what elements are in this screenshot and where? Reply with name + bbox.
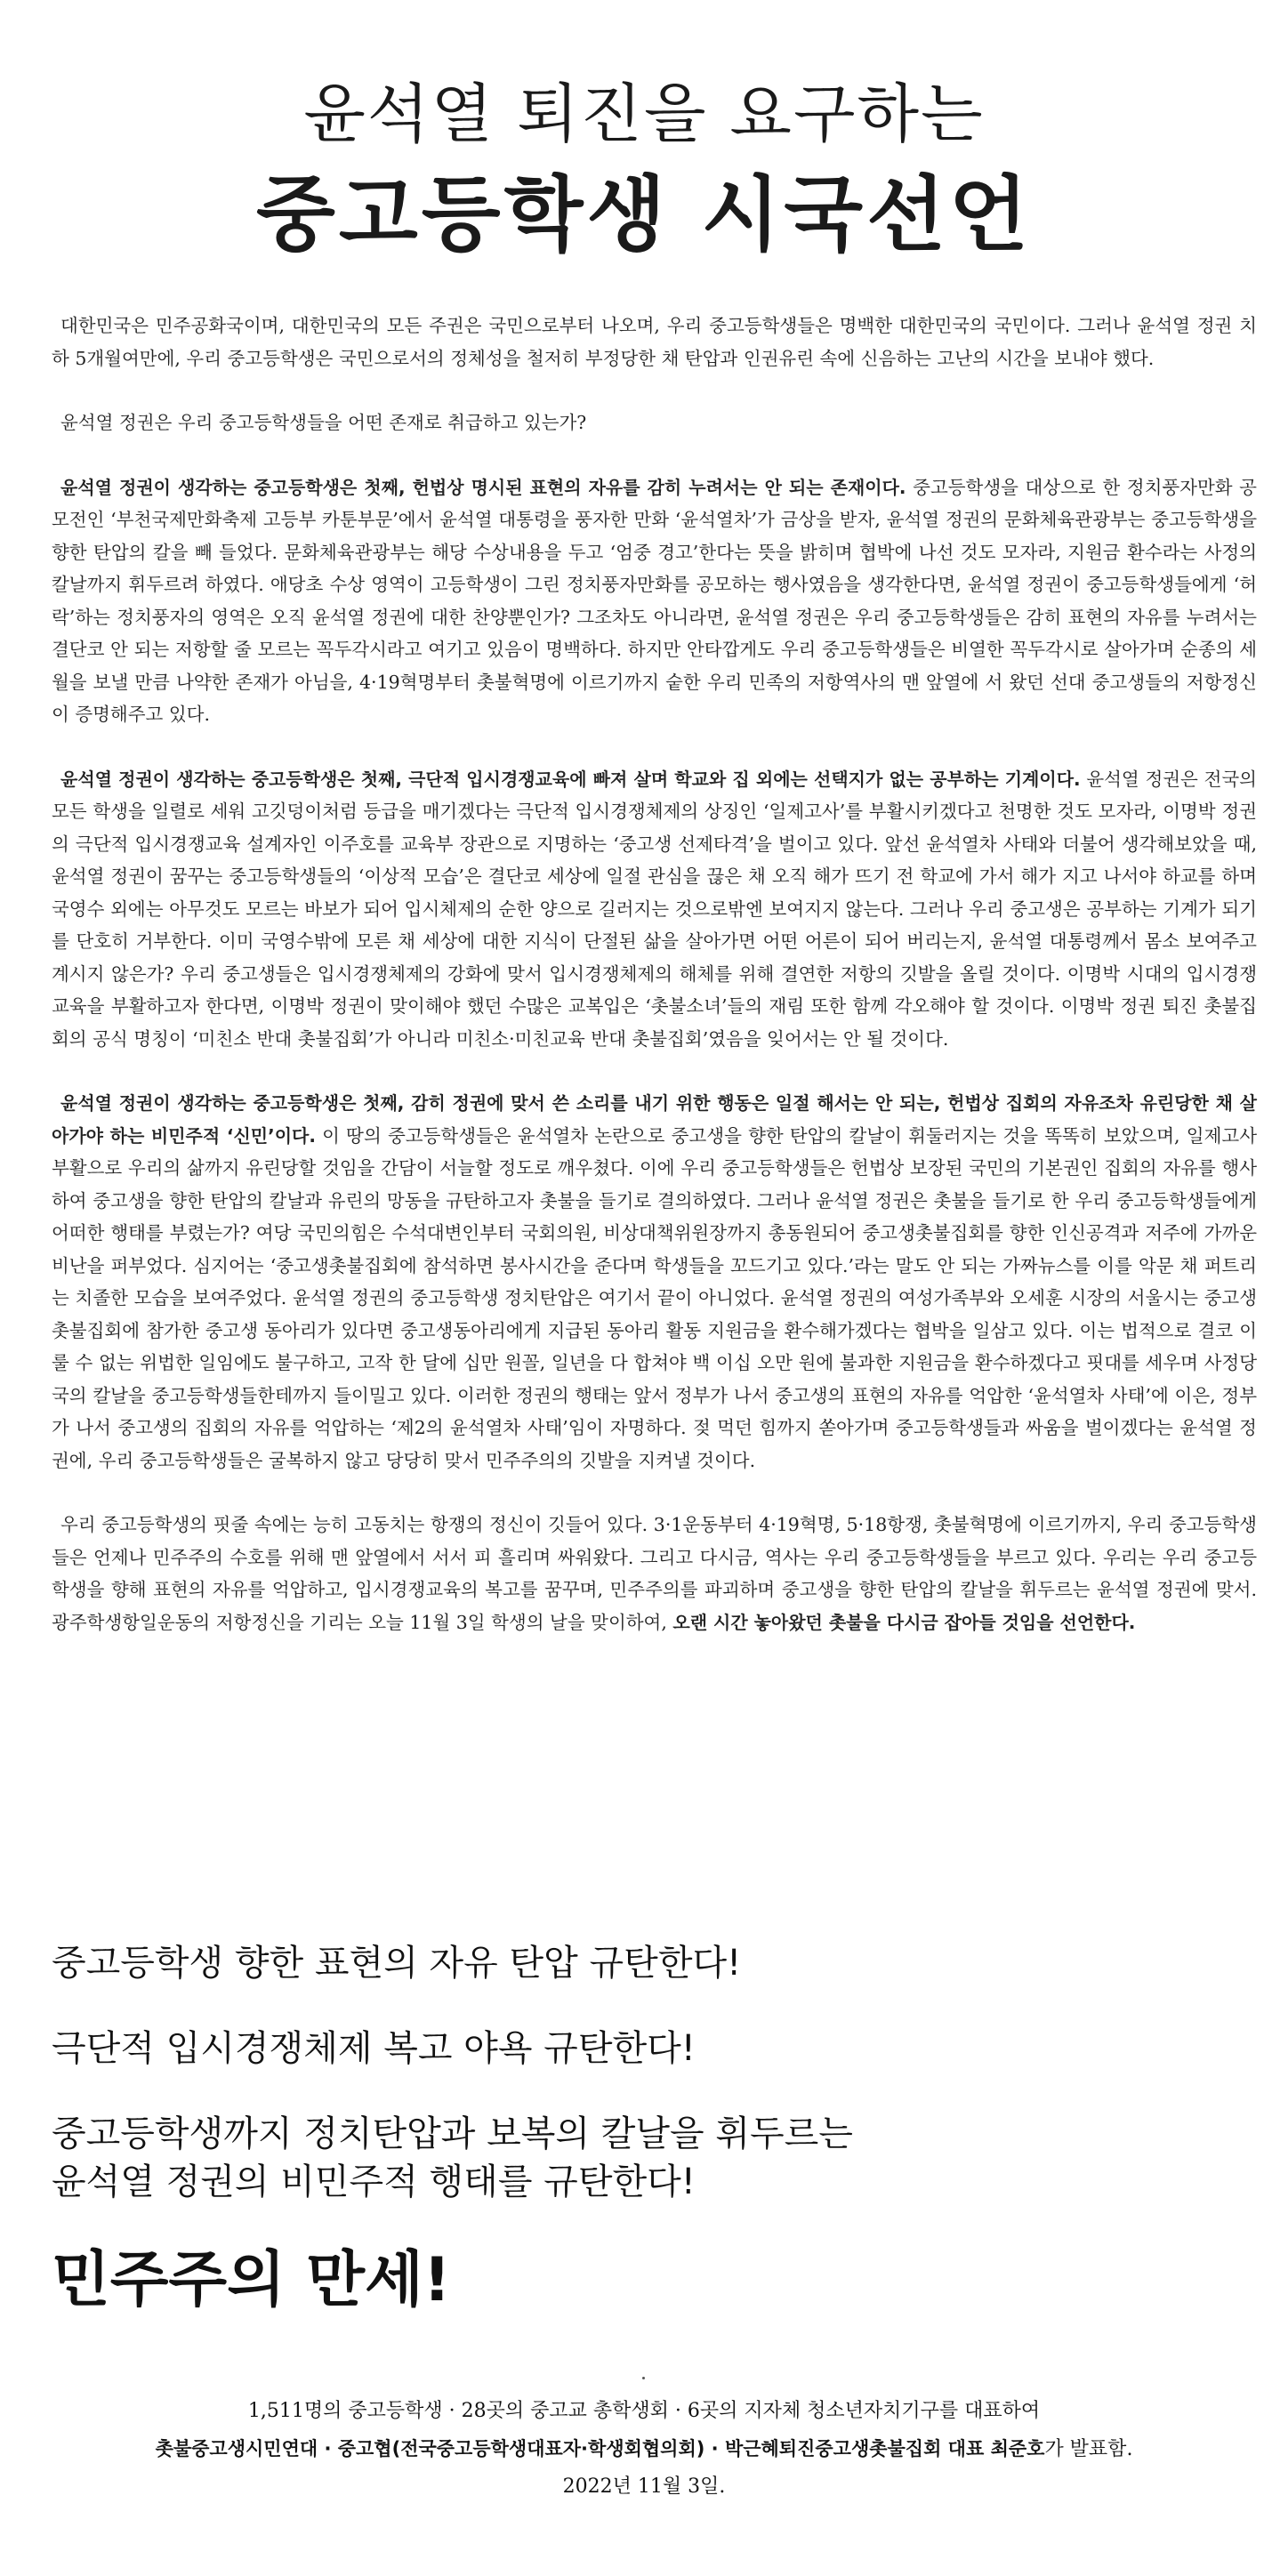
separator-dot: [642, 2377, 645, 2379]
slogan-expression: 중고등학생 향한 표현의 자유 탄압 규탄한다!: [52, 1943, 742, 1984]
signature-organizations: [0, 2430, 1288, 2468]
paragraph-text: 중고등학생을 대상으로 한 정치풍자만화 공모전인 ‘부천국제만화축제 고등부 카툰부문’에서 윤석열 대통령을 풍자한 만화 ‘윤석열차’가 금상을 받자, 윤석열 정권의 문화체육관광부는 중고등학생을 향한 탄압의 칼을 빼 들었다. 문화체육관광부는 해당 수상내용을 두고 ‘엄중 경고’한다는 뜻을 밝히며 협박에 나선 것도 모자라, 지원금 환수라는 사정의 칼날까지 휘두르려 하였다. 애당초 수상 영역이 고등학생이 그린 정치풍자만화를 공모하는 행사였음을 생각한다면, 윤석열 정권이 중고등학생들에게 ‘허락’하는 정치풍자의 영역은 오직 윤석열 정권에 대한 찬양뿐인가? 그조차도 아니라면, 윤석열 정권은 우리 중고등학생들은 감히 표현의 자유를 누려서는 결단코 안 되는 저항할 줄 모르는 꼭두각시라고 여기고 있음이 명백하다. 하지만 안타깝게도 우리 중고등학생들은 비열한 꼭두각시로 살아가며 순종의 세월을 보낼 만큼 나약한 존재가 아님을, 4·19혁명부터 촛불혁명에 이르기까지 숱한 우리 민족의 저항역사의 맨 앞열에 서 왔던 선대 중고생들의 저항정신이 증명해주고 있다.: [52, 476, 1257, 725]
signature-org-tail: 가 발표함.: [1044, 2438, 1133, 2460]
signature-org-names: 촛불중고생시민연대 · 중고협(전국중고등학생대표자·학생회협의회) · 박근혜퇴진중고생촛불집회 대표 최준호: [155, 2438, 1045, 2459]
slogans: [52, 1939, 1257, 2355]
paragraph-education: [52, 763, 1257, 1056]
paragraph-intro: [52, 310, 1257, 374]
paragraph-question: [52, 407, 1257, 439]
slogan-oppression-line1: 중고등학생까지 정치탄압과 보복의 칼날을 휘두르는: [52, 2113, 853, 2154]
signature-block: [0, 2393, 1288, 2506]
page-title-line2: 중고등학생 시국선언: [256, 167, 1032, 262]
paragraph-text: 우리 중고등학생의 핏줄 속에는 능히 고동치는 항쟁의 정신이 깃들어 있다. 3·1운동부터 4·19혁명, 5·18항쟁, 촛불혁명에 이르기까지, 우리 중고등학생들은 언제나 민주주의 수호를 위해 맨 앞열에서 서서 피 흘리며 싸워왔다. 그리고 다시금, 역사는 우리 중고등학생들을 부르고 있다. 우리는 우리 중고등학생을 향해 표현의 자유를 억압하고, 입시경쟁교육의 복고를 꿈꾸며, 민주주의를 파괴하며 중고생을 향한 탄압의 칼날을 휘두르는 윤석열 정권에 맞서. 광주학생항일운동의 저항정신을 기리는 오늘 11월 3일 학생의 날을 맞이하여,: [52, 1514, 1257, 1633]
signature-date: 2022년 11월 3일.: [562, 2475, 726, 2498]
paragraph-text: 윤석열 정권은 전국의 모든 학생을 일렬로 세워 고깃덩이처럼 등급을 매기겠다는 극단적 입시경쟁체제의 상징인 ‘일제고사’를 부활시키겠다고 천명한 것도 모자라, 이명박 정권의 극단적 입시경쟁교육 설계자인 이주호를 교육부 장관으로 지명하는 ‘중고생 선제타격’을 벌이고 있다. 앞선 윤석열차 사태와 더불어 생각해보았을 때, 윤석열 정권이 꿈꾸는 중고등학생들의 ‘이상적 모습’은 결단코 세상에 일절 관심을 끊은 채 오직 해가 뜨기 전 학교에 가서 해가 지고 나서야 하교를 하며 국영수 외에는 아무것도 모르는 바보가 되어 입시체제의 순한 양으로 길러지는 것으로밖엔 보여지지 않는다. 그러나 우리 중고생은 공부하는 기계가 되기를 단호히 거부한다. 이미 국영수밖에 모른 채 세상에 대한 지식이 단절된 삶을 살아가면 어떤 어른이 되어 버리는지, 윤석열 대통령께서 몸소 보여주고 계시지 않은가? 우리 중고생들은 입시경쟁체제의 강화에 맞서 입시경쟁체제의 해체를 위해 결연한 저항의 깃발을 올릴 것이다. 이명박 시대의 입시경쟁교육을 부활하고자 한다면, 이명박 정권이 맞이해야 했던 수많은 교복입은 ‘촛불소녀’들의 재림 또한 함께 각오해야 할 것이다. 이명박 정권 퇴진 촛불집회의 공식 명칭이 ‘미친소 반대 촛불집회’가 아니라 미친소·미친교육 반대 촛불집회’였음을 잊어서는 안 될 것이다.: [52, 768, 1257, 1050]
paragraph-lead: 윤석열 정권이 생각하는 중고등학생은 첫째, 극단적 입시경쟁교육에 빠져 살며 학교와 집 외에는 선택지가 없는 공부하는 기계이다.: [60, 768, 1081, 790]
slogan-oppression: [52, 2110, 1257, 2206]
paragraph-text: 이 땅의 중고등학생들은 윤석열차 논란으로 중고생을 향한 탄압의 칼날이 휘둘러지는 것을 똑똑히 보았으며, 일제고사 부활으로 우리의 삶까지 유린당할 것임을 간담이 서늘할 정도로 깨우쳤다. 이에 우리 중고등학생들은 헌법상 보장된 국민의 기본권인 집회의 자유를 행사하여 중고생을 향한 탄압의 칼날과 유린의 망동을 규탄하고자 촛불을 들기로 결의하였다. 그러나 윤석열 정권은 촛불을 들기로 한 우리 중고등학생들에게 어떠한 행태를 부렸는가? 여당 국민의힘은 수석대변인부터 국회의원, 비상대책위원장까지 총동원되어 중고생촛불집회를 향한 인신공격과 저주에 가까운 비난을 퍼부었다. 심지어는 ‘중고생촛불집회에 참석하면 봉사시간을 준다며 학생들을 꼬드기고 있다.’라는 말도 안 되는 가짜뉴스를 이를 악문 채 퍼트리는 치졸한 모습을 보여주었다. 윤석열 정권의 중고등학생 정치탄압은 여기서 끝이 아니었다. 윤석열 정권의 여성가족부와 오세훈 시장의 서울시는 중고생촛불집회에 참가한 중고생 동아리가 있다면 중고생동아리에게 지급된 동아리 활동 지원금을 환수해가겠다는 협박을 일삼고 있다. 이는 법적으로 결코 이룰 수 없는 위법한 일임에도 불구하고, 고작 한 달에 십만 원꼴, 일년을 다 합쳐야 백 이십 오만 원에 불과한 지원금을 환수하겠다고 핏대를 세우며 사정당국의 칼날을 중고등학생들한테까지 들이밀고 있다. 이러한 정권의 행태는 앞서 정부가 나서 중고생의 표현의 자유를 억압한 ‘윤석열차 사태’에 이은, 정부가 나서 중고생의 집회의 자유를 억압하는 ‘제2의 윤석열차 사태’임이 자명하다. 젖 먹던 힘까지 쏟아가며 중고등학생들과 싸움을 벌이겠다는 윤석열 정권에, 우리 중고등학생들은 굴복하지 않고 당당히 맞서 민주주의의 깃발을 지켜낼 것이다.: [52, 1124, 1257, 1471]
slogan-oppression-line2: 윤석열 정권의 비민주적 행태를 규탄한다!: [52, 2161, 696, 2202]
paragraph-assembly: [52, 1087, 1257, 1477]
paragraph-text: 대한민국은 민주공화국이며, 대한민국의 모든 주권은 국민으로부터 나오며, 우리 중고등학생들은 명백한 대한민국의 국민이다. 그러나 윤석열 정권 치하 5개월여만에, 우리 중고등학생은 국민으로서의 정체성을 철저히 부정당한 채 탄압과 인권유린 속에 신음하는 고난의 시간을 보내야 했다.: [52, 315, 1257, 369]
paragraph-declaration-bold: 오랜 시간 놓아왔던 촛불을 다시금 잡아들 것임을 선언한다.: [672, 1611, 1136, 1633]
paragraph-text: 윤석열 정권은 우리 중고등학생들을 어떤 존재로 취급하고 있는가?: [60, 412, 587, 433]
statement-body: [52, 310, 1257, 1670]
signature-representation: 1,511명의 중고등학생 · 28곳의 중고교 총학생회 · 6곳의 지자체 청소년자치기구를 대표하여: [247, 2400, 1041, 2422]
paragraph-expression: [52, 471, 1257, 731]
paragraph-lead: 윤석열 정권이 생각하는 중고등학생은 첫째, 헌법상 명시된 표현의 자유를 감히 누려서는 안 되는 존재이다.: [60, 476, 906, 498]
paragraph-declaration: [52, 1509, 1257, 1638]
paragraph-lead: 윤석열 정권이 생각하는 중고등학생은 첫째, 감히 정권에 맞서 쓴 소리를 내기 위한 행동은 일절 해서는 안 되는, 헌법상 집회의 자유조차 유린당한 채 살아가야 하는 비민주적 ‘신민’이다.: [52, 1092, 1257, 1147]
slogan-education: 극단적 입시경쟁체제 복고 야욕 규탄한다!: [52, 2028, 696, 2069]
page-title-line1: 윤석열 퇴진을 요구하는: [303, 76, 985, 151]
slogan-democracy: 민주주의 만세!: [52, 2245, 451, 2315]
